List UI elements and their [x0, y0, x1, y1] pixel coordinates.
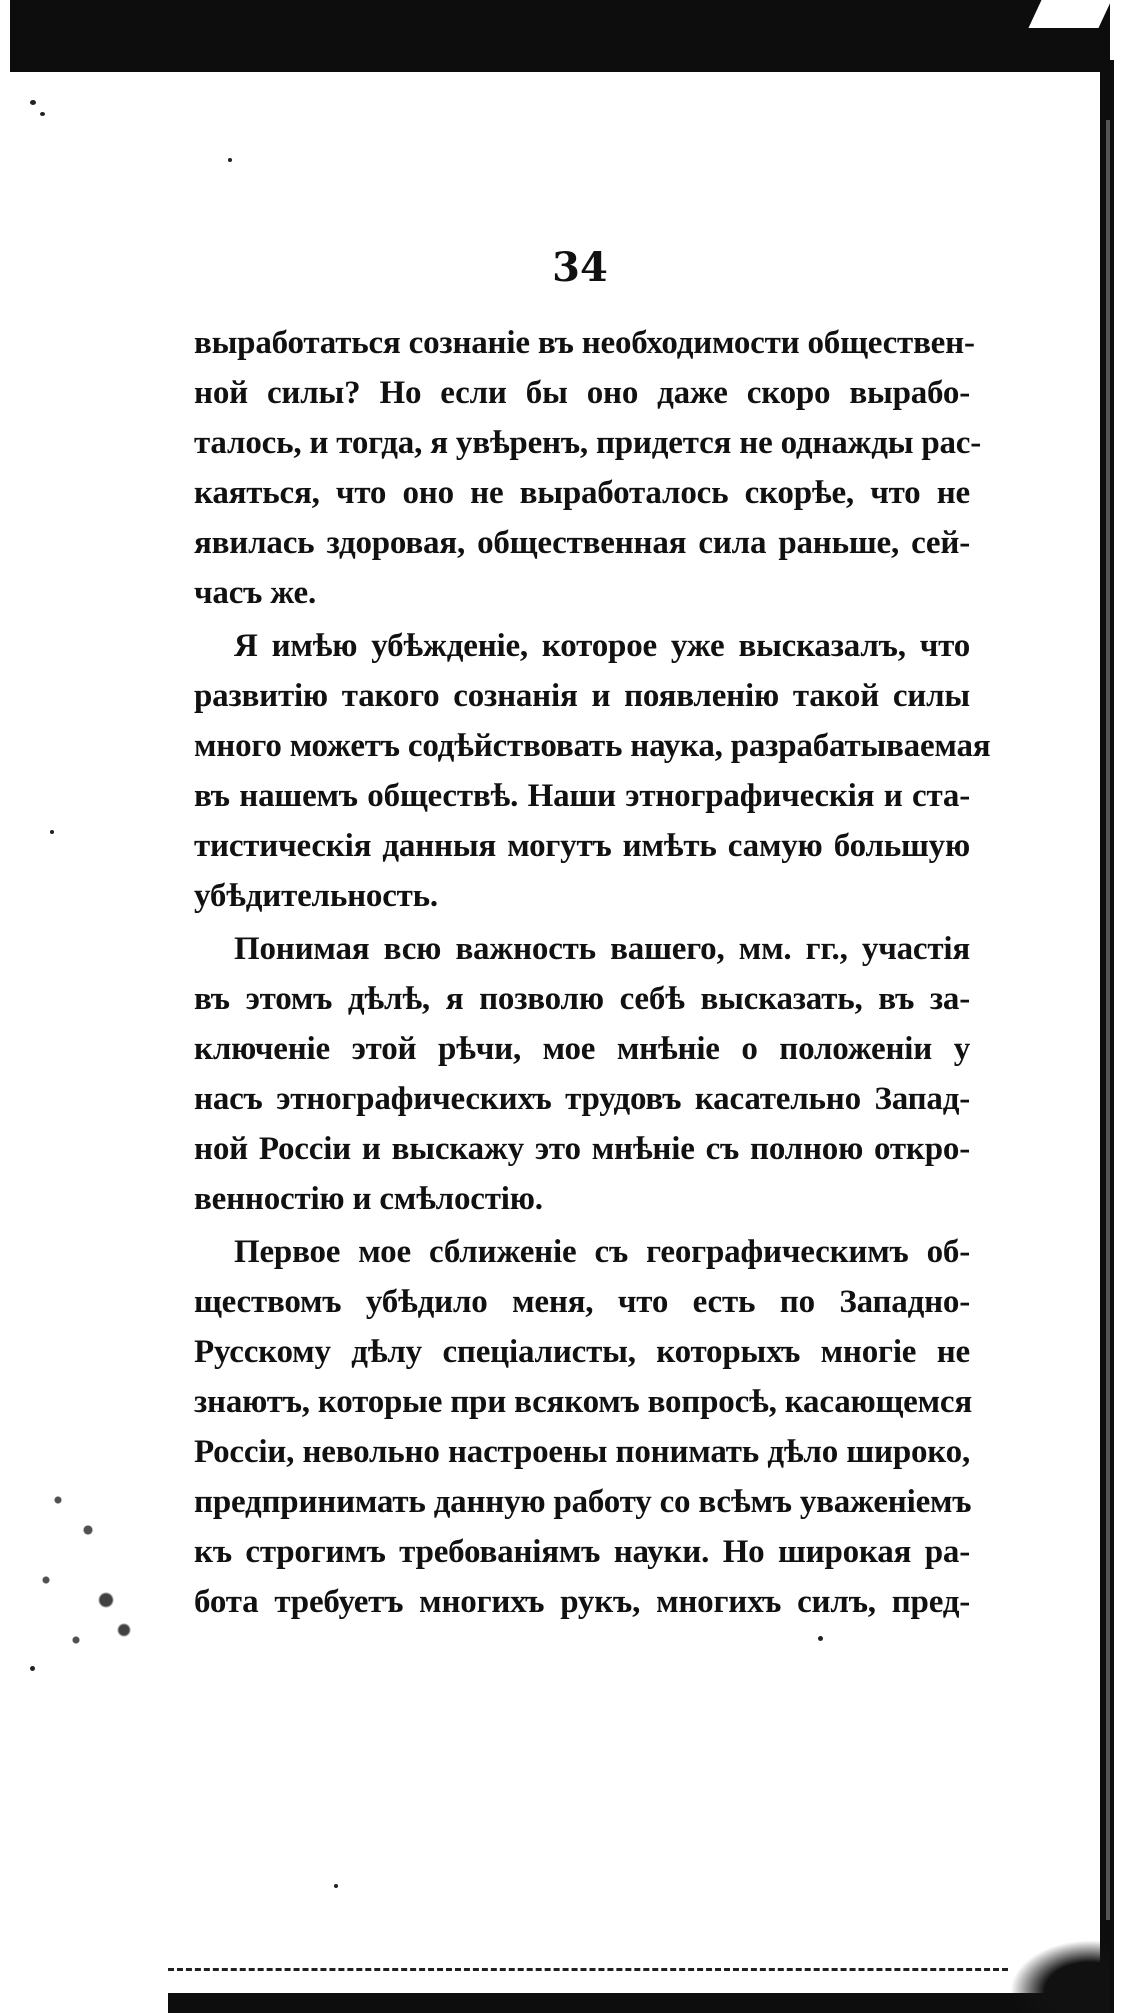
text-line: каяться, что оно не выработалось скорѣе, что не: [194, 475, 970, 511]
text-line: ключеніе этой рѣчи, мое мнѣніе о положеніи у: [194, 1031, 970, 1067]
text-line: убѣдительность.: [194, 878, 438, 914]
text-line: насъ этнографическихъ трудовъ касательно Запад-: [194, 1081, 970, 1117]
text-line: Русскому дѣлу спеціалисты, которыхъ многіе не: [194, 1334, 970, 1370]
scan-bottom-dashes: [168, 1968, 1008, 1971]
text-line: Понимая всю важность вашего, мм. гг., участія: [234, 931, 970, 967]
text-line: Первое мое сближеніе съ географическимъ об-: [234, 1234, 970, 1270]
text-line: явилась здоровая, общественная сила раньше, сей-: [194, 525, 970, 561]
text-line: Россіи, невольно настроены понимать дѣло широко,: [194, 1434, 970, 1470]
scan-speck: [50, 830, 54, 834]
body-text: [194, 318, 991, 1627]
scan-top-notch: [1028, 0, 1111, 28]
text-line: въ этомъ дѣлѣ, я позволю себѣ высказать, въ за-: [194, 981, 970, 1017]
paragraph: [194, 1227, 970, 1627]
text-line: тистическія данныя могутъ имѣть самую большую: [194, 828, 970, 864]
scan-top-border: [10, 0, 1110, 72]
scan-speck: [30, 100, 36, 105]
scan-speck: [40, 112, 45, 116]
scan-bottom-right-blot: [1010, 1940, 1110, 2013]
paragraph: [194, 924, 970, 1224]
text-line: часъ же.: [194, 575, 317, 611]
text-line: Я имѣю убѣжденіе, которое уже высказалъ, что: [234, 628, 970, 664]
text-line: знаютъ, которые при всякомъ вопросѣ, касающемся: [194, 1384, 972, 1420]
text-line: къ строгимъ требованіямъ науки. Но широкая ра-: [194, 1534, 970, 1570]
scan-left-margin-blot: [22, 1460, 142, 1660]
scan-bottom-border: [168, 1993, 1068, 2013]
text-line: ществомъ убѣдило меня, что есть по Западно-: [194, 1284, 970, 1320]
text-line: выработаться сознаніе въ необходимости обществен-: [194, 325, 975, 361]
text-line: ной Россіи и выскажу это мнѣніе съ полною откро-: [194, 1131, 970, 1167]
scan-speck: [334, 1884, 338, 1888]
scan-speck: [30, 1666, 35, 1671]
text-line: развитію такого сознанія и появленію такой силы: [194, 678, 970, 714]
scan-speck: [228, 158, 232, 162]
text-line: предпринимать данную работу со всѣмъ уваженіемъ: [194, 1484, 972, 1520]
text-line: ной силы? Но если бы оно даже скоро вырабо-: [194, 375, 970, 411]
paragraph: [194, 621, 991, 921]
text-line: бота требуетъ многихъ рукъ, многихъ силъ, пред-: [194, 1584, 970, 1620]
text-line: талось, и тогда, я увѣренъ, придется не однажды рас-: [194, 425, 982, 461]
text-line: венностію и смѣлостію.: [194, 1181, 543, 1217]
scan-speck: [818, 1636, 823, 1641]
text-line: много можетъ содѣйствовать наука, разрабатываемая: [194, 728, 991, 764]
text-line: въ нашемъ обществѣ. Наши этнографическія и ста-: [194, 778, 970, 814]
page-number: 34: [552, 244, 608, 291]
paragraph: [194, 318, 982, 618]
scan-right-border-highlight: [1106, 120, 1110, 1920]
